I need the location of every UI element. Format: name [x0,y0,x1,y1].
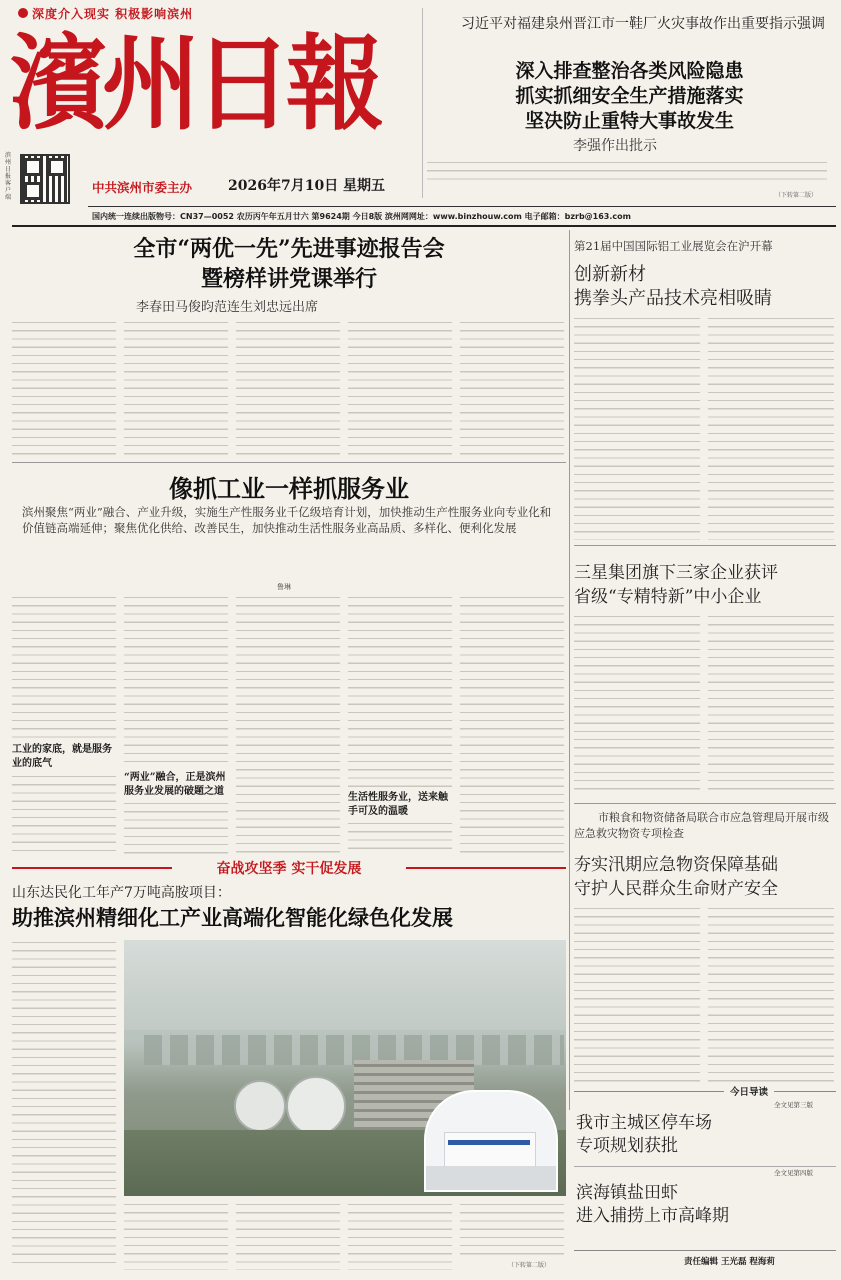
top-story-kicker: 习近平对福建泉州晋江市一鞋厂火灾事故作出重要指示强调 [461,16,825,32]
chemical-col-5 [460,1202,564,1258]
chemical-col-3 [236,1202,340,1270]
divider-right-column [569,230,570,1110]
masthead-rule-bottom [12,225,836,227]
liangyou-col-4 [348,320,452,456]
guide-divider [574,1166,836,1167]
qr-code[interactable] [20,154,70,204]
story-industry[interactable] [12,464,566,856]
chemical-plant-photo [124,940,566,1196]
guide-rule [574,1091,836,1092]
industry-subhead-3: 生活性服务业，送来触手可及的温暖 [348,792,448,817]
industry-col-2b [124,801,228,854]
section-banner [12,858,566,878]
top-story-headline-2: 抓实抓细安全生产措施落实 [515,85,744,107]
top-story-headline-1: 深入排查整治各类风险隐患 [515,60,744,82]
footer-rule [574,1250,836,1251]
emergency-col-1 [574,906,700,1082]
top-story-headline-3: 坚决防止重特大事故发生 [524,110,734,132]
liangyou-col-1 [12,320,116,456]
chemical-continued: （下转第二版） [508,1262,551,1269]
industry-col-1a [12,595,116,738]
masthead-slogan: 深度介入现实 积极影响滨州 [32,7,194,21]
industry-col-1b [12,774,116,854]
aluminum-col-2 [708,316,834,540]
aluminum-col-1 [574,316,700,540]
industry-deck: 滨州聚焦“两业”融合、产业升级，实施生产性服务业千亿级培育计划，加快推动生产性服务业向专业化和价值链高端延伸；聚焦优化供给、改善民生，加快推动生活性服务业高品质、多样化、便利化发展 [22,505,552,535]
industry-subhead-1: 工业的家底，就是服务业的底气 [12,744,112,769]
industry-col-3 [236,595,340,854]
banner-text: 奋战攻坚季 实干促发展 [216,861,362,877]
today-guide[interactable] [574,1084,836,1250]
chemical-kicker: 山东达民化工年产7万吨高胺项目： [12,885,231,901]
slogan [18,8,28,18]
rule-aluminum [574,545,836,546]
story-liangyou[interactable] [12,230,566,460]
top-story-body [427,160,827,186]
emergency-headline-2: 守护人民群众生命财产安全 [574,879,778,899]
info-line: 国内统一连续出版物号：CN37—0052 农历丙午年五月廿六 第9624期 今日8版 滨州网网址：www.binzhouw.com 电子邮箱：bzrb@163.com [92,212,631,221]
industry-col-4a [348,595,452,787]
guide-item-2-line-1: 滨海镇盐田虾 [576,1183,678,1203]
guide-item-1[interactable] [574,1100,836,1172]
story-sanxing[interactable] [574,548,836,800]
chemical-headline: 助推滨州精细化工产业高端化智能化绿色化发展 [12,905,453,930]
story-emergency[interactable] [574,806,836,1084]
emergency-kicker: 市粮食和物资储备局联合市应急管理局开展市级应急救灾物资专项检查 [574,811,829,840]
sponsor: 中共滨州市委主办 [92,180,193,195]
industry-col-2a [124,595,228,767]
emergency-headline-1: 夯实汛期应急物资保障基础 [574,855,778,875]
guide-item-2[interactable] [574,1168,836,1240]
liangyou-headline-2: 暨榜样讲党课举行 [200,266,377,292]
sanxing-headline-1: 三星集团旗下三家企业获评 [574,563,778,583]
sanxing-col-1 [574,614,700,794]
industry-subhead-2: “两业”融合，正是滨州服务业发展的破题之道 [124,772,226,797]
story-aluminum[interactable] [574,232,836,544]
guide-item-1-line-1: 我市主城区停车场 [576,1113,712,1133]
industry-byline: 鲁琳 [277,583,291,591]
masthead-rule-top [88,206,836,207]
industry-col-4b [348,821,452,854]
liangyou-headline-1: 全市“两优一先”先进事迹报告会 [133,236,445,262]
liangyou-subhead: 李春田马俊昀范连生刘忠远出席 [136,300,319,315]
guide-item-1-ref: 全文见第三版 [774,1101,813,1109]
side-label: 滨州日报客户端 [5,152,12,201]
sanxing-headline-2: 省级“专精特新”中小企业 [574,587,762,607]
liangyou-col-2 [124,320,228,456]
liangyou-col-3 [236,320,340,456]
aluminum-headline-2: 携拳头产品技术亮相吸睛 [574,288,772,309]
liangyou-col-5 [460,320,564,456]
newspaper-logo: 濱州日報 [10,24,379,145]
chemical-col-4 [348,1202,452,1270]
aluminum-kicker: 第21届中国国际铝工业展览会在沪开幕 [574,239,773,253]
story-chemical[interactable] [12,880,566,1272]
rule-liangyou [12,462,566,463]
sanxing-col-2 [708,614,834,794]
industry-headline: 像抓工业一样抓服务业 [169,474,409,503]
aluminum-headline-1: 创新新材 [574,264,646,285]
rule-sanxing [574,803,836,804]
emergency-col-2 [708,906,834,1082]
guide-title: 今日导读 [724,1084,774,1098]
guide-item-2-ref: 全文见第四版 [774,1169,813,1177]
guide-item-1-line-2: 专项规划获批 [576,1136,678,1156]
guide-item-2-line-2: 进入捕捞上市高峰期 [576,1206,729,1226]
top-story-subhead: 李强作出批示 [573,138,657,154]
issue-date: 2026年7月10日 星期五 [228,178,386,194]
top-story[interactable] [422,8,836,198]
chemical-col-2 [124,1202,228,1270]
top-story-continued: （下转第二版） [775,192,818,199]
chemical-col-1 [12,940,116,1270]
footer-editors: 责任编辑 王光磊 程海莉 [684,1257,775,1267]
industry-col-5 [460,595,564,854]
